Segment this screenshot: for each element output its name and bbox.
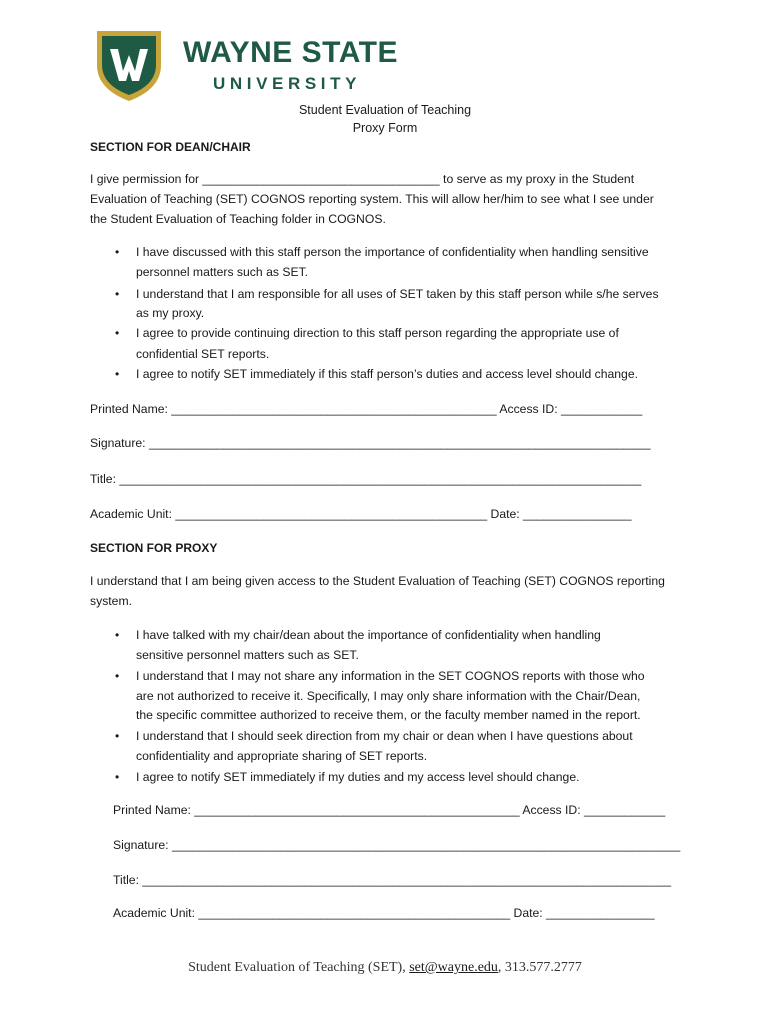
proxy-title-field[interactable]: Title: ______________________________________________________________________________ <box>113 873 672 887</box>
proxy-bullet-line: I understand that I should seek direction from my chair or dean when I have questions about <box>136 729 633 743</box>
bullet-dot-icon: • <box>115 628 120 642</box>
dean-title-field[interactable]: Title: _____________________________________________________________________________ <box>90 472 642 486</box>
bullet-dot-icon: • <box>115 326 120 340</box>
footer-contact <box>0 960 770 976</box>
footer-suffix: , 313.577.2777 <box>497 960 582 975</box>
bullet-dot-icon: • <box>115 729 120 743</box>
university-subtitle: UNIVERSITY <box>213 74 362 93</box>
document-title: Student Evaluation of Teaching <box>298 103 472 117</box>
document-subtitle: Proxy Form <box>352 121 418 135</box>
proxy-bullet-line: sensitive personnel matters such as SET. <box>136 648 359 662</box>
dean-intro-line: the Student Evaluation of Teaching folder in COGNOS. <box>90 212 386 226</box>
proxy-bullet-line: I agree to notify SET immediately if my duties and my access level should change. <box>136 770 580 784</box>
section-heading-proxy: SECTION FOR PROXY <box>90 541 218 555</box>
bullet-dot-icon: • <box>115 367 120 381</box>
proxy-intro-line: system. <box>90 594 132 608</box>
bullet-dot-icon: • <box>115 669 120 683</box>
section-heading-dean: SECTION FOR DEAN/CHAIR <box>90 140 251 154</box>
footer-email-link[interactable]: set@wayne.edu <box>409 960 498 975</box>
dean-bullet-line: as my proxy. <box>136 306 205 320</box>
dean-intro-line: Evaluation of Teaching (SET) COGNOS reporting system. This will allow her/him to see what I see under <box>90 192 654 206</box>
wayne-state-shield-logo-icon <box>93 27 165 103</box>
dean-bullet-line: I agree to notify SET immediately if this staff person’s duties and access level should change. <box>136 367 638 381</box>
dean-bullet-line: I have discussed with this staff person the importance of confidentiality when handling sensitive <box>136 245 649 259</box>
dean-intro-line: I give permission for ___________________________________ to serve as my proxy in the Student <box>90 172 635 186</box>
dean-academic-unit-field[interactable]: Academic Unit: ______________________________________________ Date: ________________ <box>90 507 632 521</box>
university-name: WAYNE STATE <box>183 36 398 69</box>
dean-signature-field[interactable]: Signature: __________________________________________________________________________ <box>90 436 651 450</box>
bullet-dot-icon: • <box>115 245 120 259</box>
proxy-academic-unit-field[interactable]: Academic Unit: ______________________________________________ Date: ________________ <box>113 906 655 920</box>
proxy-intro-line: I understand that I am being given access to the Student Evaluation of Teaching (SET) COGNOS reporting <box>90 574 665 588</box>
bullet-dot-icon: • <box>115 287 120 301</box>
proxy-bullet-line: the specific committee authorized to receive them, or the faculty member named in the report. <box>136 708 641 722</box>
proxy-bullet-line: I understand that I may not share any information in the SET COGNOS reports with those who <box>136 669 645 683</box>
proxy-bullet-line: confidentiality and appropriate sharing of SET reports. <box>136 749 428 763</box>
proxy-bullet-line: are not authorized to receive it. Specifically, I may only share information with the Chair/Dean, <box>136 689 641 703</box>
dean-bullet-line: confidential SET reports. <box>136 347 270 361</box>
bullet-dot-icon: • <box>115 770 120 784</box>
dean-bullet-line: I understand that I am responsible for all uses of SET taken by this staff person while s/he serves <box>136 287 659 301</box>
dean-printed-name-field[interactable]: Printed Name: ________________________________________________ Access ID: ____________ <box>90 402 643 416</box>
footer-prefix: Student Evaluation of Teaching (SET), <box>188 960 410 975</box>
proxy-bullet-line: I have talked with my chair/dean about the importance of confidentiality when handling <box>136 628 601 642</box>
dean-bullet-line: personnel matters such as SET. <box>136 265 309 279</box>
proxy-signature-field[interactable]: Signature: ___________________________________________________________________________ <box>113 838 681 852</box>
proxy-printed-name-field[interactable]: Printed Name: ________________________________________________ Access ID: ____________ <box>113 803 666 817</box>
dean-bullet-line: I agree to provide continuing direction to this staff person regarding the appropriate use of <box>136 326 619 340</box>
